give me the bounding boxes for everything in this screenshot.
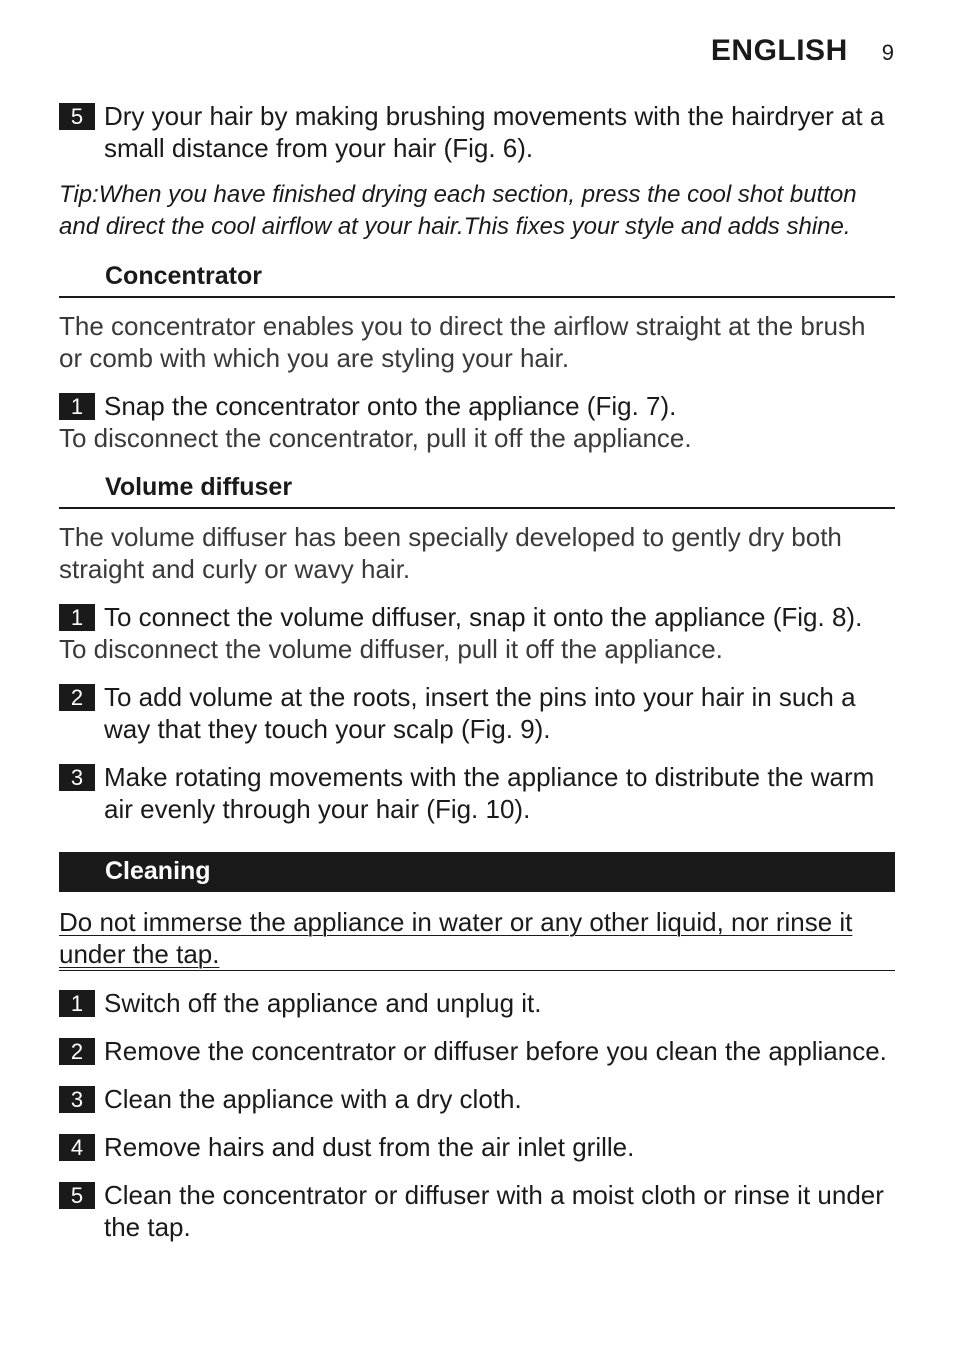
cleaning-section-heading: Cleaning bbox=[59, 852, 895, 892]
step-text: Remove hairs and dust from the air inlet grille. bbox=[104, 1132, 635, 1162]
step-number-badge: 5 bbox=[59, 103, 95, 130]
step-text: Dry your hair by making brushing movements with the hairdryer at a small distance from your hair (Fig. 6). bbox=[104, 101, 885, 163]
step-number-badge: 1 bbox=[59, 990, 95, 1017]
diffuser-intro: The volume diffuser has been specially developed to gently dry both straight and curly or wavy hair. bbox=[59, 522, 842, 584]
step-number-badge: 4 bbox=[59, 1134, 95, 1161]
step-number-badge: 5 bbox=[59, 1182, 95, 1209]
cleaning-step bbox=[59, 1131, 895, 1163]
cleaning-step bbox=[59, 1083, 895, 1115]
language-label: ENGLISH bbox=[710, 34, 848, 67]
step-number-badge: 2 bbox=[59, 1038, 95, 1065]
concentrator-note: To disconnect the concentrator, pull it off the appliance. bbox=[59, 423, 692, 453]
cleaning-step bbox=[59, 1179, 895, 1243]
step-text: Clean the concentrator or diffuser with a moist cloth or rinse it under the tap. bbox=[104, 1180, 884, 1242]
step-text: Switch off the appliance and unplug it. bbox=[104, 988, 542, 1018]
cleaning-step bbox=[59, 987, 895, 1019]
step-rotate bbox=[59, 761, 895, 825]
step-text: Clean the appliance with a dry cloth. bbox=[104, 1084, 522, 1114]
step-dry-hair bbox=[59, 100, 895, 164]
tip-text: Tip:When you have finished drying each section, press the cool shot button and direct the cool airflow at your hair.This fixes your style and adds shine. bbox=[59, 181, 857, 240]
step-connect-diffuser bbox=[59, 601, 895, 633]
step-text: Remove the concentrator or diffuser before you clean the appliance. bbox=[104, 1036, 887, 1066]
step-number-badge: 3 bbox=[59, 764, 95, 791]
diffuser-note: To disconnect the volume diffuser, pull it off the appliance. bbox=[59, 634, 723, 664]
page-number: 9 bbox=[881, 40, 894, 65]
step-add-volume bbox=[59, 681, 895, 745]
step-number-badge: 1 bbox=[59, 393, 95, 420]
concentrator-heading: Concentrator bbox=[59, 258, 895, 298]
page-header bbox=[711, 34, 894, 68]
step-text: Snap the concentrator onto the appliance (Fig. 7). bbox=[104, 391, 677, 421]
step-snap-concentrator bbox=[59, 390, 895, 422]
volume-diffuser-heading: Volume diffuser bbox=[59, 469, 895, 509]
step-number-badge: 1 bbox=[59, 604, 95, 631]
page-content bbox=[59, 100, 895, 1243]
concentrator-intro: The concentrator enables you to direct the airflow straight at the brush or comb with which you are styling your hair. bbox=[59, 311, 866, 373]
step-number-badge: 2 bbox=[59, 684, 95, 711]
step-text: To add volume at the roots, insert the pins into your hair in such a way that they touch your scalp (Fig. 9). bbox=[104, 682, 856, 744]
cleaning-warning bbox=[59, 906, 895, 971]
cleaning-step bbox=[59, 1035, 895, 1067]
step-text: Make rotating movements with the appliance to distribute the warm air evenly through your hair (Fig. 10). bbox=[104, 762, 875, 824]
warning-text: Do not immerse the appliance in water or any other liquid, nor rinse it under the tap. bbox=[59, 907, 853, 969]
step-text: To connect the volume diffuser, snap it onto the appliance (Fig. 8). bbox=[104, 602, 863, 632]
step-number-badge: 3 bbox=[59, 1086, 95, 1113]
